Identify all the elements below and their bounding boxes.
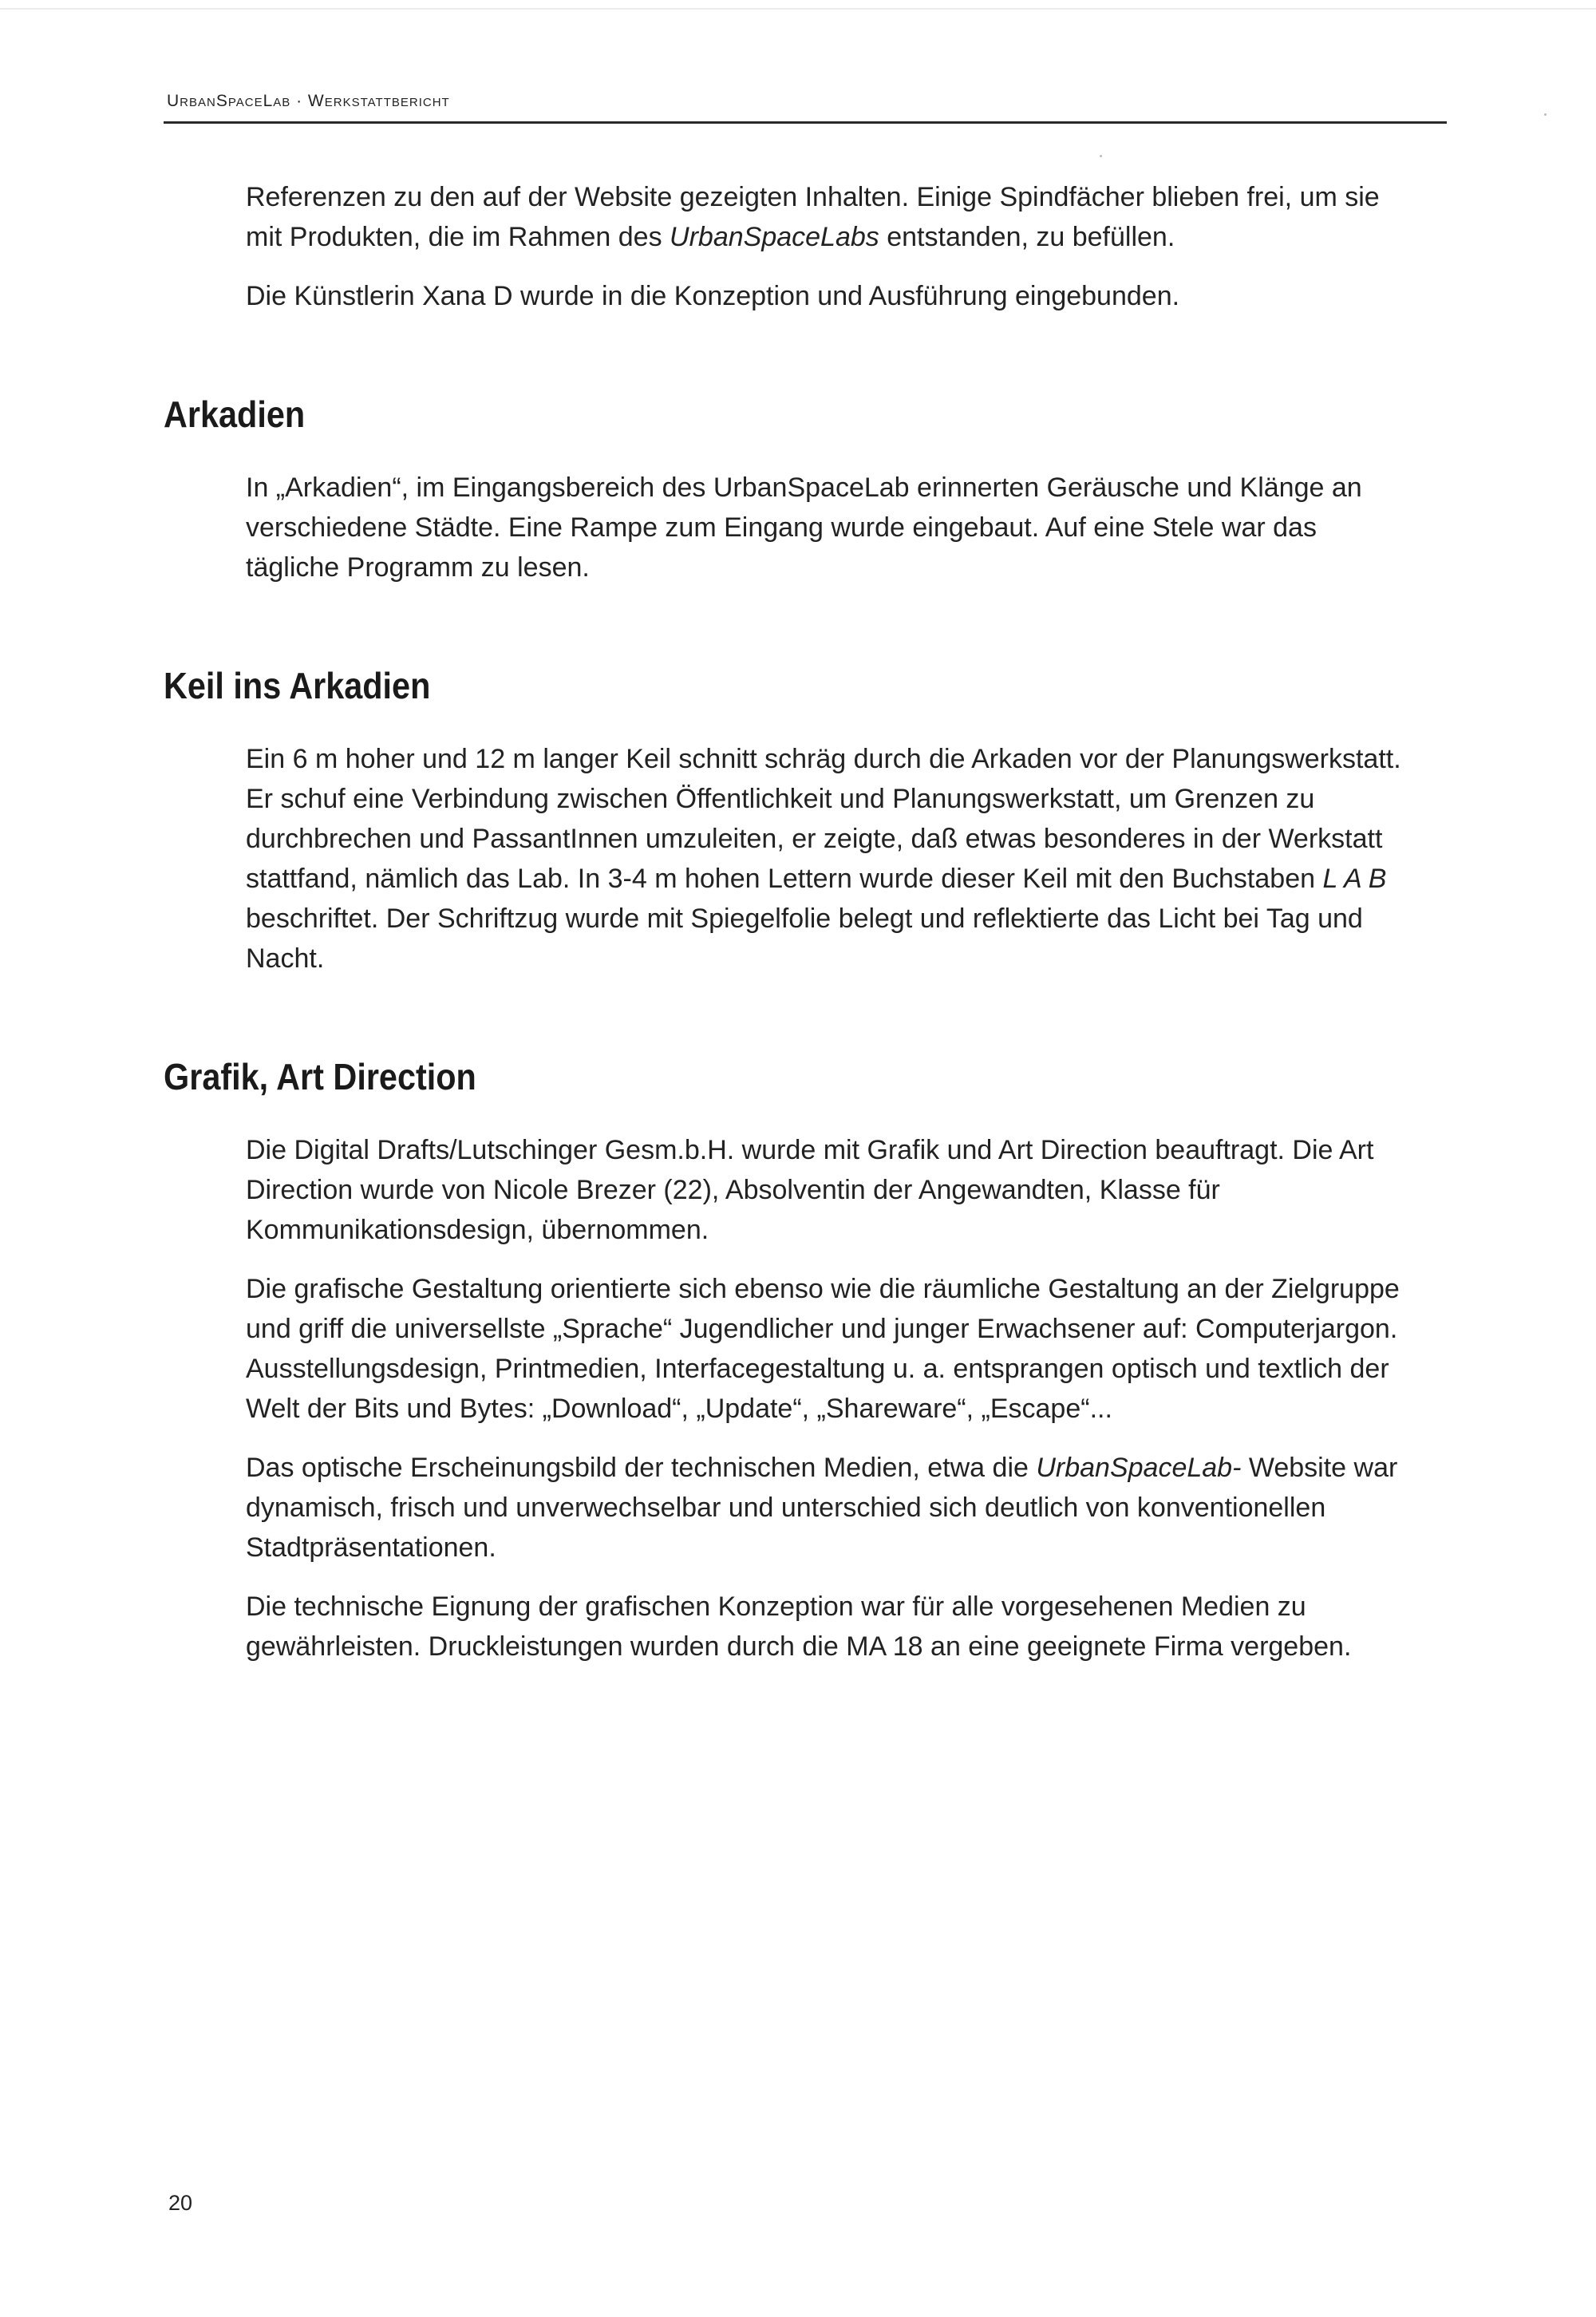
page-number: 20 [168,2191,193,2215]
section-arkadien [164,393,1408,587]
section-keil [164,664,1408,979]
section-paragraph: Die Digital Drafts/Lutschinger Gesm.b.H. wurde mit Grafik und Art Direction beauftragt. Die Art Direction wurde von Nicole Brezer (22), Absolventin der Angewandten, Klasse für Kommunikationsdesign, übernommen. [246,1135,1374,1245]
intro-paragraph-2: Die Künstlerin Xana D wurde in die Konzeption und Ausführung eingebunden. [246,281,1180,311]
header-rule [164,121,1447,124]
section-paragraph: Ein 6 m hoher und 12 m langer Keil schnitt schräg durch die Arkaden vor der Planungswerkstatt. Er schuf eine Verbindung zwischen Öffentlichkeit und Planungswerkstatt, um Grenzen zu durchbrechen und PassantInnen umzuleiten, er zeigte, daß etwas besonderes in der Werkstatt stattfand, nämlich das Lab. In 3-4 m hohen Lettern wurde dieser Keil mit den Buchstaben L A B beschriftet. Der Schriftzug wurde mit Spiegelfolie belegt und reflektierte das Licht bei Tag und Nacht. [246,744,1401,974]
section-paragraph: In „Arkadien“, im Eingangsbereich des UrbanSpaceLab erinnerten Geräusche und Klänge an verschiedene Städte. Eine Rampe zum Eingang wurde eingebaut. Auf eine Stele war das tägliche Programm zu lesen. [246,472,1362,583]
emphasis: UrbanSpaceLab- [1036,1453,1242,1483]
scan-speck [1544,113,1547,116]
section-heading: Keil ins Arkadien [164,665,431,706]
section-paragraph: Die grafische Gestaltung orientierte sich ebenso wie die räumliche Gestaltung an der Zielgruppe und griff die universellste „Sprache“ Jugendlicher und junger Erwachsener auf: Computerjargon. Ausstellungsdesign, Printmedien, Interfacegestaltung u. a. entsprangen optisch und textlich der Welt der Bits und Bytes: „Download“, „Update“, „Shareware“, „Escape“... [246,1274,1400,1424]
section-grafik [164,1055,1408,1667]
page-edge [0,8,1596,10]
page-body [164,177,1408,1686]
running-header: UrbanSpaceLab · Werkstattbericht [167,92,450,110]
section-paragraph: Die technische Eignung der grafischen Konzeption war für alle vorgesehenen Medien zu gewährleisten. Druckleistungen wurden durch die MA 18 an eine geeignete Firma vergeben. [246,1591,1352,1662]
intro-paragraph-1: Referenzen zu den auf der Website gezeigten Inhalten. Einige Spindfächer blieben frei, um sie mit Produkten, die im Rahmen des UrbanSpaceLabs entstanden, zu befüllen. [246,182,1380,252]
section-heading: Grafik, Art Direction [164,1056,476,1097]
emphasis: L A B [1322,864,1387,894]
section-paragraph: Das optische Erscheinungsbild der technischen Medien, etwa die UrbanSpaceLab- Website war dynamisch, frisch und unverwechselbar und unterschied sich deutlich von konventionellen Stadtpräsentationen. [246,1453,1398,1563]
section-heading: Arkadien [164,393,306,435]
scan-speck [1100,155,1102,157]
emphasis: UrbanSpaceLabs [670,222,879,252]
